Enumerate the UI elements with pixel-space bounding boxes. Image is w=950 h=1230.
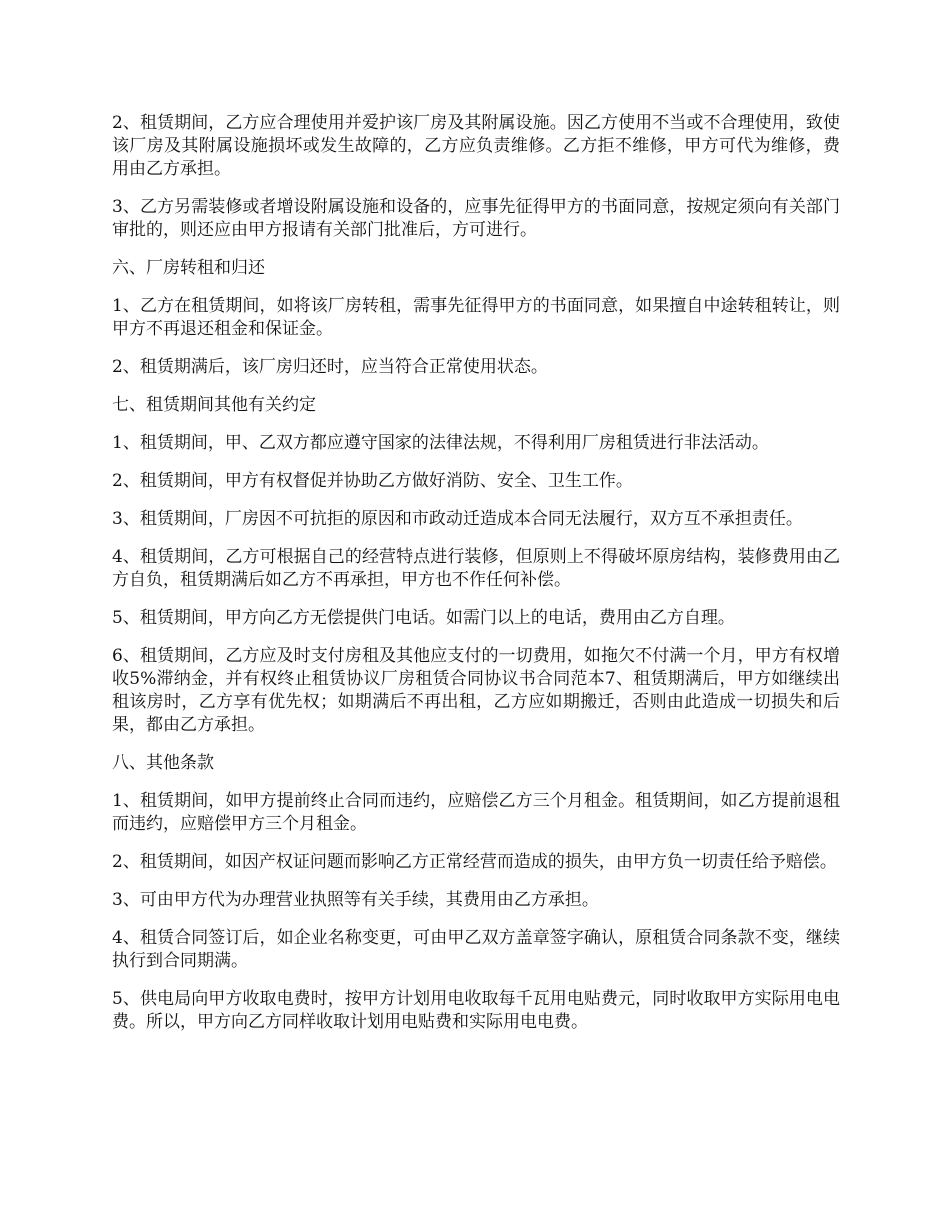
section-heading-8: 八、其他条款 (112, 753, 214, 773)
clause-7-1: 1、租赁期间，甲、乙双方都应遵守国家的法律法规，不得利用厂房租赁进行非法活动。 (112, 433, 769, 453)
clause-6-1: 1、乙方在租赁期间，如将该厂房转租，需事先征得甲方的书面同意，如果擅自中途转租转让，则甲方不再退还租金和保证金。 (112, 296, 840, 339)
clause-8-5: 5、供电局向甲方收取电费时，按甲方计划用电收取每千瓦用电贴费元，同时收取甲方实际用电电费。所以，甲方向乙方同样收取计划用电贴费和实际用电电费。 (112, 989, 840, 1032)
document-page (112, 112, 840, 1049)
section-heading-7: 七、租赁期间其他有关约定 (112, 395, 316, 415)
clause-5-2: 2、租赁期间，乙方应合理使用并爱护该厂房及其附属设施。因乙方使用不当或不合理使用，致使该厂房及其附属设施损坏或发生故障的，乙方应负责维修。乙方拒不维修，甲方可代为维修，费用由乙方承担。 (112, 113, 840, 179)
clause-8-4: 4、租赁合同签订后，如企业名称变更，可由甲乙双方盖章签字确认，原租赁合同条款不变，继续执行到合同期满。 (112, 928, 840, 971)
clause-7-2: 2、租赁期间，甲方有权督促并协助乙方做好消防、安全、卫生工作。 (112, 471, 633, 491)
clause-5-3: 3、乙方另需装修或者增设附属设施和设备的，应事先征得甲方的书面同意，按规定须向有关部门审批的，则还应由甲方报请有关部门批准后，方可进行。 (112, 197, 840, 240)
clause-8-1: 1、租赁期间，如甲方提前终止合同而违约，应赔偿乙方三个月租金。租赁期间，如乙方提前退租而违约，应赔偿甲方三个月租金。 (112, 791, 840, 834)
clause-7-4: 4、租赁期间，乙方可根据自己的经营特点进行装修，但原则上不得破坏原房结构，装修费用由乙方自负，租赁期满后如乙方不再承担，甲方也不作任何补偿。 (112, 547, 840, 590)
clause-7-5: 5、租赁期间，甲方向乙方无偿提供门电话。如需门以上的电话，费用由乙方自理。 (112, 608, 735, 628)
clause-7-6: 6、租赁期间，乙方应及时支付房租及其他应支付的一切费用，如拖欠不付满一个月，甲方有权增收5%滞纳金，并有权终止租赁协议厂房租赁合同协议书合同范本7、租赁期满后，甲方如继续出租该房时，乙方享有优先权；如期满后不再出租，乙方应如期搬迁，否则由此造成一切损失和后果，都由乙方承担。 (112, 646, 840, 735)
clause-7-3: 3、租赁期间，厂房因不可抗拒的原因和市政动迁造成本合同无法履行，双方互不承担责任。 (112, 509, 803, 529)
clause-8-3: 3、可由甲方代为办理营业执照等有关手续，其费用由乙方承担。 (112, 890, 599, 910)
clause-6-2: 2、租赁期满后，该厂房归还时，应当符合正常使用状态。 (112, 357, 548, 377)
section-heading-6: 六、厂房转租和归还 (112, 258, 265, 278)
clause-8-2: 2、租赁期间，如因产权证问题而影响乙方正常经营而造成的损失，由甲方负一切责任给予赔偿。 (112, 852, 837, 872)
